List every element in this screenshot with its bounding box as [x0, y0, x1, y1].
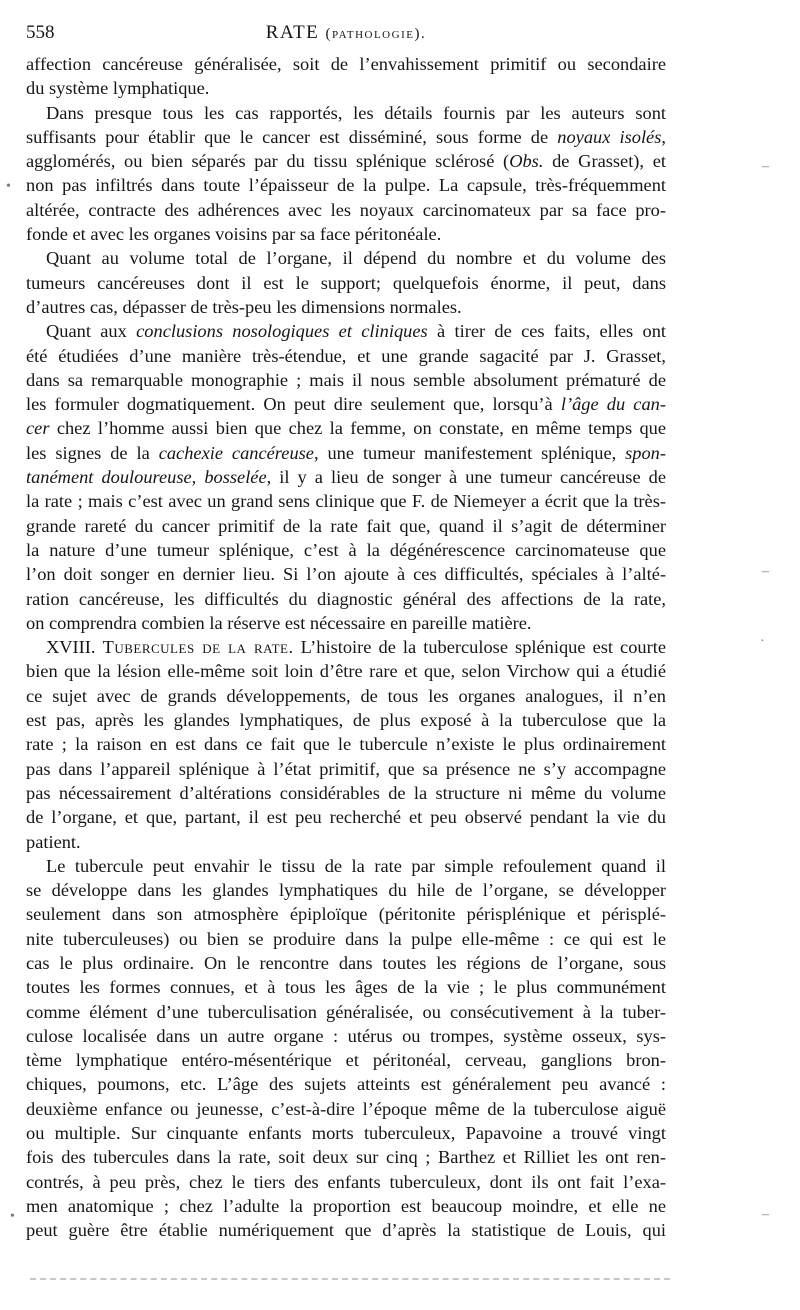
text-line: ou multiple. Sur cinquante enfants morts tuberculeux, Papavoine a trouvé vingt [26, 1123, 666, 1144]
text-line: agglomérés, ou bien séparés par du tissu splénique sclérosé (Obs. de Grasset), et [26, 151, 666, 172]
text-line: on comprendra combien la réserve est nécessaire en pareille matière. [26, 612, 532, 633]
text-line: suffisants pour établir que le cancer est disséminé, sous forme de noyaux isolés, [26, 126, 666, 147]
text-line: nite tuberculeuses) ou bien se produire dans la pulpe elle-même : ce qui est le [26, 928, 666, 949]
text-line: comme élément d’une tuberculisation généralisée, ou consécutivement à la tuber- [26, 1001, 666, 1022]
text-line: grande rareté du cancer primitif de la rate fait que, quand il s’agit de déterminer [26, 515, 666, 536]
text-line: cer chez l’homme aussi bien que chez la femme, on constate, en même temps que [26, 418, 666, 439]
margin-dot: • [10, 1209, 15, 1224]
text-line: se développe dans les glandes lymphatiques du hile de l’organe, se développer [26, 880, 666, 901]
body-text [26, 52, 666, 1243]
margin-dot: · [760, 634, 765, 649]
text-line: d’autres cas, dépasser de très-peu les dimensions normales. [26, 296, 462, 317]
text-line: cas le plus ordinaire. On le rencontre dans toutes les régions de l’organe, sous [26, 952, 666, 973]
text-line: deuxième enfance ou jeunesse, c’est-à-dire l’époque même de la tuberculose aiguë [26, 1098, 666, 1119]
text-line: men anatomique ; chez l’adulte la proportion est beaucoup moindre, et elle ne [26, 1195, 666, 1216]
text-line: été étudiées d’une manière très-étendue, et une grande sagacité par J. Grasset, [26, 345, 666, 366]
text-line: pas nécessairement d’altérations considérables de la structure ni même du volume [26, 782, 666, 803]
text-line: contrés, à peu près, chez le tiers des enfants tuberculeux, dont ils ont fait l’exa- [26, 1171, 666, 1192]
margin-mark: – [762, 564, 769, 579]
text-line: tème lymphatique entéro-mésentérique et péritonéal, cerveau, ganglions bron- [26, 1050, 666, 1071]
text-line: Quant aux conclusions nosologiques et cliniques à tirer de ces faits, elles ont [46, 321, 666, 342]
text-line: non pas infiltrés dans toute l’épaisseur de la pulpe. La capsule, très-fréquemment [26, 175, 666, 196]
margin-mark: – [762, 1207, 769, 1222]
text-line: patient. [26, 831, 81, 852]
text-line: la rate ; mais c’est avec un grand sens clinique que F. de Niemeyer a écrit que la très- [26, 491, 666, 512]
text-line: les signes de la cachexie cancéreuse, une tumeur manifestement splénique, spon- [26, 442, 666, 463]
running-title [26, 20, 666, 47]
text-line: les formuler dogmatiquement. On peut dire seulement que, lorsqu’à l’âge du can- [26, 394, 666, 415]
text-line: affection cancéreuse généralisée, soit de l’envahissement primitif ou secondaire [26, 54, 666, 74]
text-line: culose localisée dans un autre organe : utérus ou trompes, système osseux, sys- [26, 1025, 666, 1046]
text-line: fonde et avec les organes voisins par sa face péritonéale. [26, 224, 442, 245]
text-line: XVIII. Tubercules de la rate. L’histoire de la tuberculose splénique est courte [46, 637, 667, 658]
running-title-main: RATE [265, 22, 320, 43]
text-line: de l’organe, et que, partant, il est peu recherché et peu observé pendant la vie du [26, 807, 666, 828]
text-line: fois des tubercules dans la rate, soit deux sur cinq ; Barthez et Rilliet les ont ren- [26, 1147, 666, 1168]
text-line: chiques, poumons, etc. L’âge des sujets atteints est généralement peu avancé : [26, 1074, 666, 1095]
text-line: l’on doit songer en dernier lieu. Si l’on ajoute à ces difficultés, spéciales à l’alté- [26, 564, 666, 585]
running-title-sub: (pathologie). [325, 26, 427, 42]
page-number: 558 [26, 22, 55, 43]
text-line: seulement dans son atmosphère épiploïque (péritonite périsplénique et périsplé- [26, 904, 666, 925]
text-line: Quant au volume total de l’organe, il dépend du nombre et du volume des [46, 248, 666, 269]
text-line: toutes les formes connues, et à tous les âges de la vie ; le plus communément [26, 977, 666, 998]
text-line: bien que la lésion elle-même soit loin d’être rare et que, selon Virchow qui a étudié [26, 661, 666, 682]
text-line: est pas, après les glandes lymphatiques, de plus exposé à la tuberculose que la [26, 710, 666, 731]
text-line: tumeurs cancéreuses dont il est le support; quelquefois énorme, il peut, dans [26, 272, 666, 293]
text-line: ce sujet avec de grands développements, de tous les organes analogues, il n’en [26, 685, 666, 706]
bottom-bleed-line [30, 1278, 670, 1280]
text-line: pas dans l’appareil splénique à l’état primitif, que sa présence ne s’y accompagne [26, 758, 666, 779]
running-header [26, 20, 666, 46]
margin-dot: • [6, 179, 11, 194]
text-line: ration cancéreuse, les difficultés du diagnostic général des affections de la rate, [26, 588, 666, 609]
text-line: Le tubercule peut envahir le tissu de la rate par simple refoulement quand il [46, 855, 666, 876]
text-line: tanément douloureuse, bosselée, il y a lieu de songer à une tumeur cancéreuse de [26, 467, 667, 488]
text-line: altérée, contracte des adhérences avec les noyaux carcinomateux par sa face pro- [26, 199, 666, 220]
text-line: Dans presque tous les cas rapportés, les détails fournis par les auteurs sont [46, 102, 666, 123]
text-line: dans sa remarquable monographie ; mais il nous semble absolument prématuré de [26, 369, 666, 390]
text-line: la nature d’une tumeur splénique, c’est à la dégénérescence carcinomateuse que [26, 539, 666, 560]
text-line: rate ; la raison en est dans ce fait que le tubercule n’existe le plus ordinairement [26, 734, 666, 755]
margin-mark: – [762, 159, 769, 174]
text-line: peut guère être établie numériquement que d’après la statistique de Louis, qui [26, 1220, 666, 1241]
text-line: du système lymphatique. [26, 78, 210, 99]
